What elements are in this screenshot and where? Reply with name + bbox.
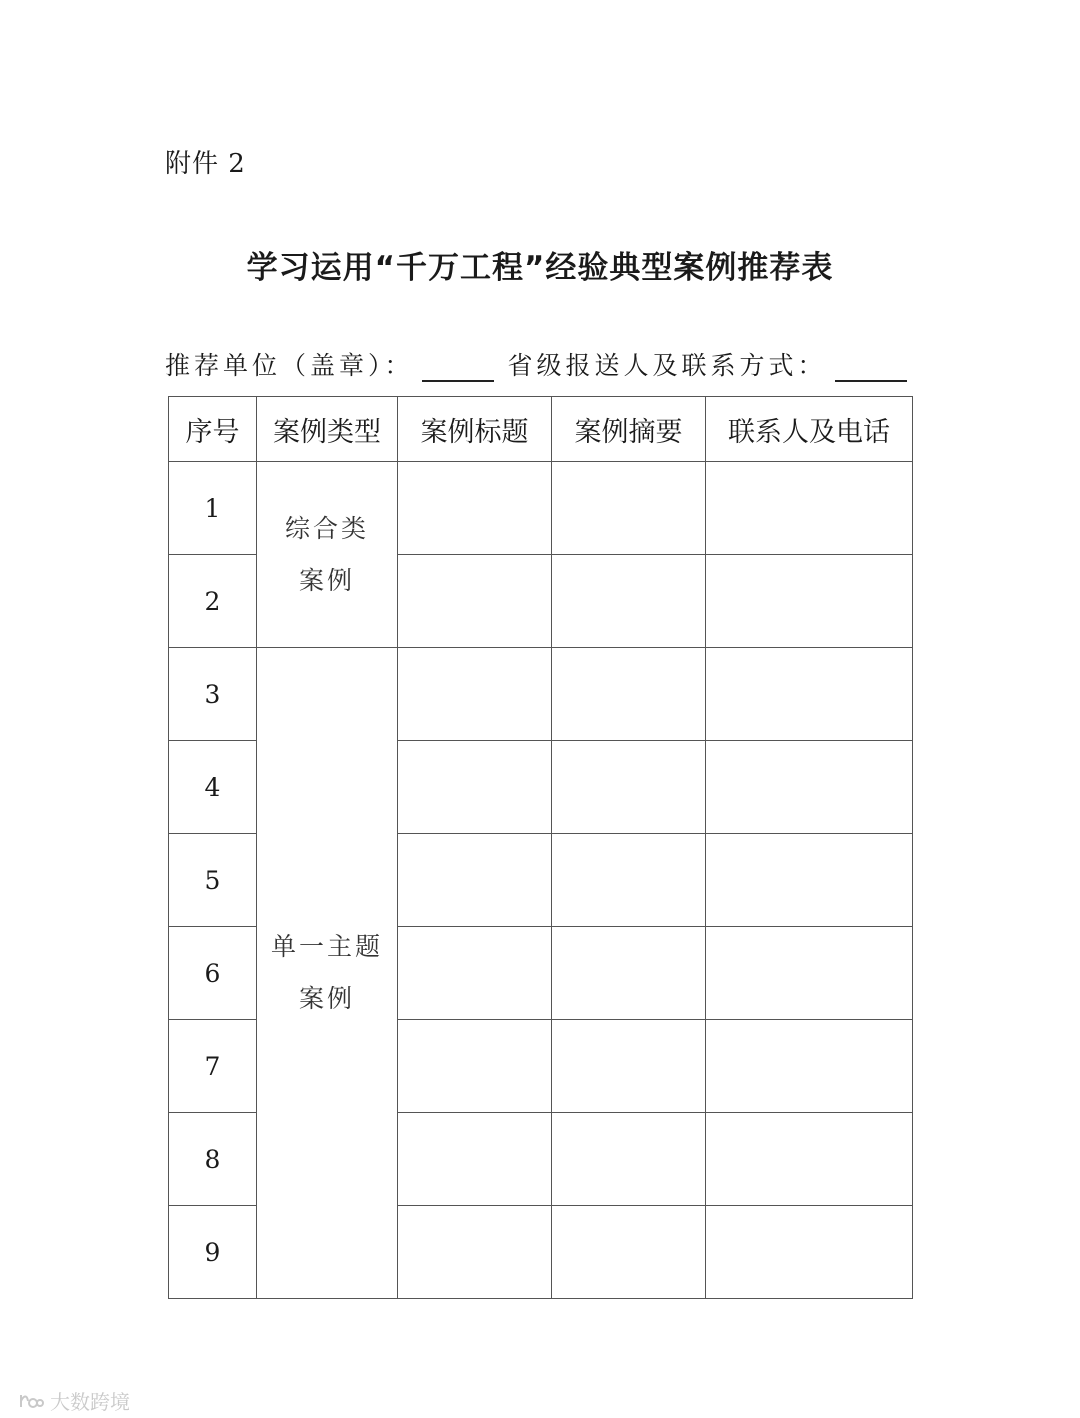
- attachment-label: 附件 2: [165, 149, 246, 179]
- case-title-cell[interactable]: [398, 1020, 552, 1113]
- provincial-contact-label: 省级报送人及联系方式：: [507, 351, 827, 380]
- case-summary-cell[interactable]: [552, 927, 706, 1020]
- provincial-contact-blank[interactable]: [835, 352, 907, 382]
- table-row: [169, 462, 913, 555]
- contact-phone-cell[interactable]: [706, 1206, 913, 1299]
- case-type-line: 案例: [298, 565, 355, 595]
- serial-number-cell: 9: [169, 1206, 257, 1299]
- case-summary-cell[interactable]: [552, 1206, 706, 1299]
- contact-phone-cell[interactable]: [706, 1020, 913, 1113]
- case-type-single-theme: [257, 648, 398, 1299]
- case-title-cell[interactable]: [398, 834, 552, 927]
- header-case-summary: 案例摘要: [552, 397, 706, 462]
- contact-phone-cell[interactable]: [706, 741, 913, 834]
- serial-number-cell: 1: [169, 462, 257, 555]
- case-type-comprehensive: [257, 462, 398, 648]
- case-summary-cell[interactable]: [552, 648, 706, 741]
- case-title-cell[interactable]: [398, 1113, 552, 1206]
- case-title-cell[interactable]: [398, 1206, 552, 1299]
- contact-phone-cell[interactable]: [706, 1113, 913, 1206]
- case-title-cell[interactable]: [398, 648, 552, 741]
- case-summary-cell[interactable]: [552, 462, 706, 555]
- table-row: [169, 648, 913, 741]
- serial-number-cell: 7: [169, 1020, 257, 1113]
- header-case-type: 案例类型: [257, 397, 398, 462]
- case-summary-cell[interactable]: [552, 1020, 706, 1113]
- serial-number-cell: 4: [169, 741, 257, 834]
- case-title-cell[interactable]: [398, 741, 552, 834]
- recommendation-meta-line: [165, 346, 907, 382]
- serial-number-cell: 2: [169, 555, 257, 648]
- case-title-cell[interactable]: [398, 462, 552, 555]
- case-type-line: 综合类: [284, 513, 369, 543]
- case-summary-cell[interactable]: [552, 741, 706, 834]
- header-serial-number: 序号: [169, 397, 257, 462]
- recommending-unit-label: 推荐单位（盖章）：: [165, 351, 414, 380]
- page-title: 学习运用“千万工程”经验典型案例推荐表: [246, 250, 834, 286]
- contact-phone-cell[interactable]: [706, 462, 913, 555]
- case-title-cell[interactable]: [398, 555, 552, 648]
- case-summary-cell[interactable]: [552, 555, 706, 648]
- serial-number-cell: 3: [169, 648, 257, 741]
- case-type-line: 案例: [298, 984, 355, 1013]
- header-contact-phone: 联系人及电话: [706, 397, 913, 462]
- serial-number-cell: 6: [169, 927, 257, 1020]
- watermark-text: 大数跨境: [50, 1390, 130, 1414]
- contact-phone-cell[interactable]: [706, 927, 913, 1020]
- header-case-title: 案例标题: [398, 397, 552, 462]
- contact-phone-cell[interactable]: [706, 834, 913, 927]
- case-title-cell[interactable]: [398, 927, 552, 1020]
- case-type-line: 单一主题: [270, 932, 383, 961]
- case-summary-cell[interactable]: [552, 1113, 706, 1206]
- contact-phone-cell[interactable]: [706, 555, 913, 648]
- serial-number-cell: 5: [169, 834, 257, 927]
- table-header-row: [169, 397, 913, 462]
- recommending-unit-blank[interactable]: [422, 352, 494, 382]
- brand-logo-icon: [18, 1391, 44, 1411]
- case-summary-cell[interactable]: [552, 834, 706, 927]
- case-recommendation-table: [168, 396, 913, 1299]
- serial-number-cell: 8: [169, 1113, 257, 1206]
- watermark: [18, 1386, 130, 1415]
- contact-phone-cell[interactable]: [706, 648, 913, 741]
